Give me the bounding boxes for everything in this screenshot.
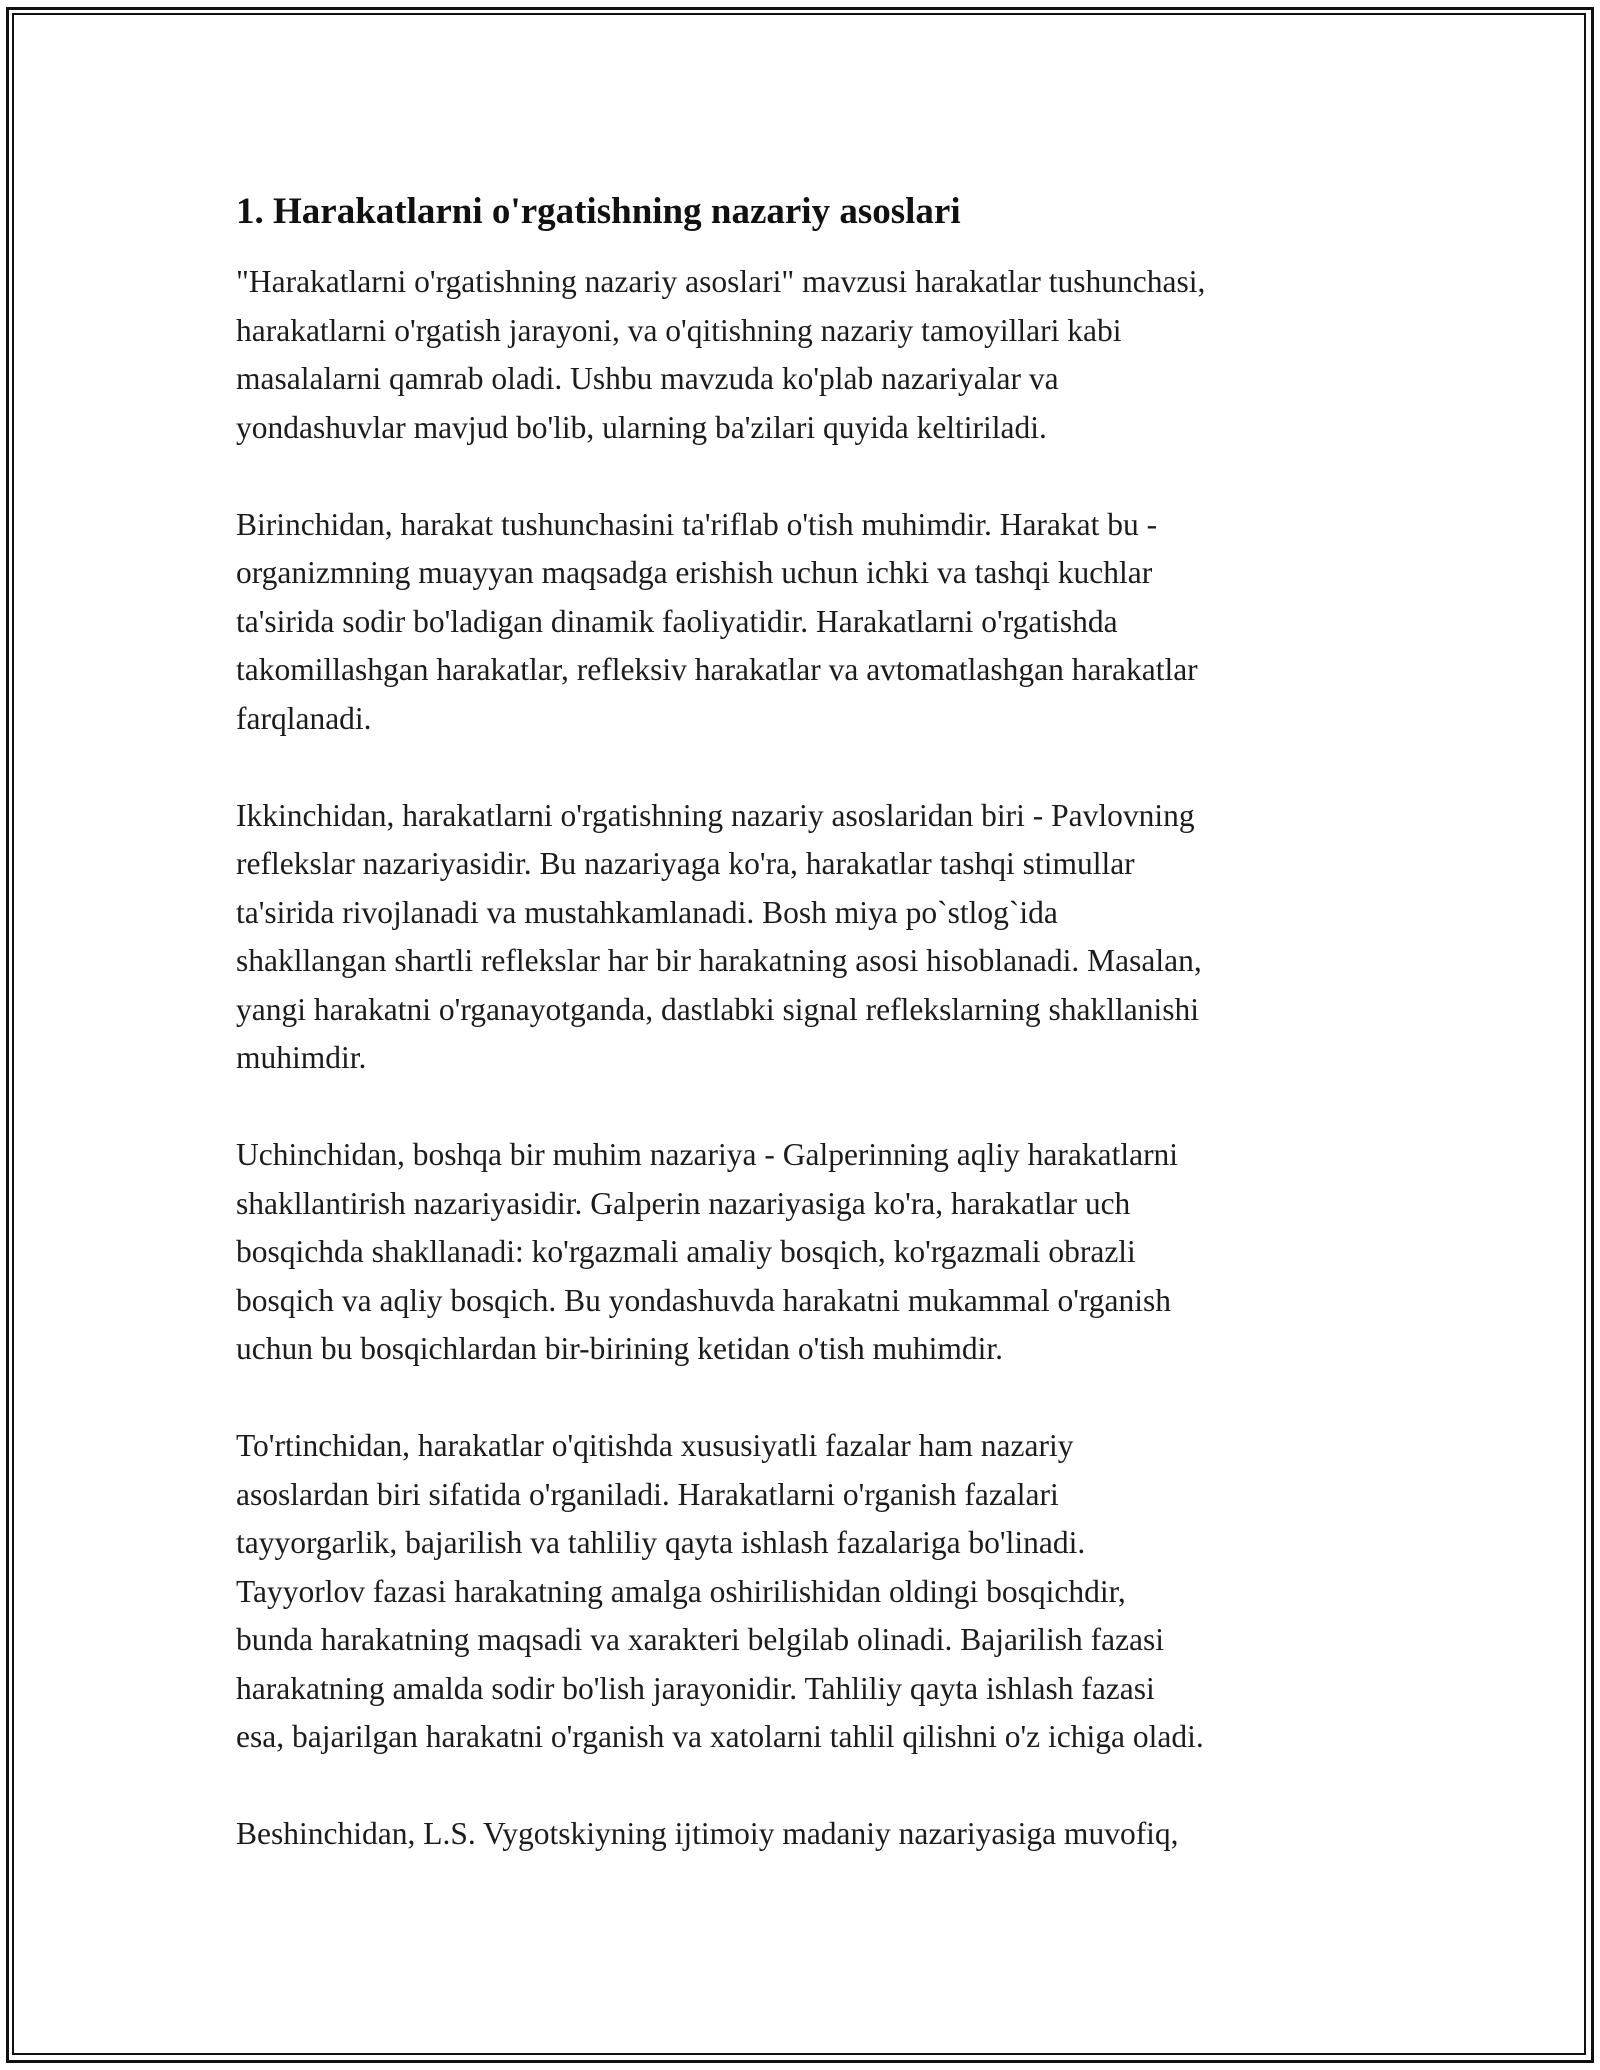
paragraph-fourth-point <box>236 1422 1376 1762</box>
text-line: bosqichda shakllanadi: ko'rgazmali amaliy bosqich, ko'rgazmali obrazli <box>236 1234 1136 1269</box>
paragraph-fifth-point <box>236 1810 1376 1859</box>
text-line: yangi harakatni o'rganayotganda, dastlabki signal reflekslarning shakllanishi <box>236 991 1199 1027</box>
text-line: Uchinchidan, boshqa bir muhim nazariya - Galperinning aqliy harakatlarni <box>236 1137 1179 1172</box>
paragraph-third-point <box>236 1131 1376 1374</box>
text-line: reflekslar nazariyasidir. Bu nazariyaga ko'ra, harakatlar tashqi stimullar <box>236 846 1135 881</box>
text-line: Birinchidan, harakat tushunchasini ta'riflab o'tish muhimdir. Harakat bu - <box>236 506 1158 542</box>
text-line: Beshinchidan, L.S. Vygotskiyning ijtimoiy madaniy nazariyasiga muvofiq, <box>236 1816 1179 1851</box>
text-line: takomillashgan harakatlar, refleksiv harakatlar va avtomatlashgan harakatlar <box>236 652 1198 687</box>
text-line: harakatlarni o'rgatish jarayoni, va o'qitishning nazariy tamoyillari kabi <box>236 312 1122 348</box>
text-line: Tayyorlov fazasi harakatning amalga oshirilishidan oldingi bosqichdir, <box>236 1573 1126 1609</box>
paragraph-first-point <box>236 501 1376 744</box>
text-line: shakllantirish nazariyasidir. Galperin nazariyasiga ko'ra, harakatlar uch <box>236 1185 1131 1221</box>
text-line: harakatning amalda sodir bo'lish jarayonidir. Tahliliy qayta ishlash fazasi <box>236 1670 1155 1706</box>
text-line: tayyorgarlik, bajarilish va tahliliy qayta ishlash fazalariga bo'linadi. <box>236 1525 1086 1560</box>
text-line: muhimdir. <box>236 1040 367 1075</box>
text-line: bunda harakatning maqsadi va xarakteri belgilab olinadi. Bajarilish fazasi <box>236 1622 1165 1657</box>
text-line: organizmning muayyan maqsadga erishish uchun ichki va tashqi kuchlar <box>236 555 1153 590</box>
text-line: Ikkinchidan, harakatlarni o'rgatishning nazariy asoslaridan biri - Pavlovning <box>236 797 1195 833</box>
text-line: To'rtinchidan, harakatlar o'qitishda xususiyatli fazalar ham nazariy <box>236 1428 1074 1463</box>
text-line: shakllangan shartli reflekslar har bir harakatning asosi hisoblanadi. Masalan, <box>236 943 1202 978</box>
text-line: ta'sirida rivojlanadi va mustahkamlanadi. Bosh miya po`stlog`ida <box>236 894 1058 930</box>
text-line: farqlanadi. <box>236 700 372 736</box>
text-line: uchun bu bosqichlardan bir-birining ketidan o'tish muhimdir. <box>236 1331 1004 1366</box>
text-line: yondashuvlar mavjud bo'lib, ularning ba'zilari quyida keltiriladi. <box>236 409 1047 445</box>
document-body <box>236 186 1376 1907</box>
section-heading: 1. Harakatlarni o'rgatishning nazariy asoslari <box>236 191 961 232</box>
text-line: ta'sirida sodir bo'ladigan dinamik faoliyatidir. Harakatlarni o'rgatishda <box>236 603 1118 639</box>
text-line: masalalarni qamrab oladi. Ushbu mavzuda ko'plab nazariyalar va <box>236 361 1059 396</box>
paragraph-intro <box>236 258 1376 452</box>
text-line: bosqich va aqliy bosqich. Bu yondashuvda harakatni mukammal o'rganish <box>236 1282 1172 1318</box>
paragraph-second-point <box>236 792 1376 1083</box>
text-line: esa, bajarilgan harakatni o'rganish va xatolarni tahlil qilishni o'z ichiga oladi. <box>236 1719 1204 1754</box>
text-line: "Harakatlarni o'rgatishning nazariy asoslari" mavzusi harakatlar tushunchasi, <box>236 264 1206 299</box>
text-line: asoslardan biri sifatida o'rganiladi. Harakatlarni o'rganish fazalari <box>236 1476 1059 1512</box>
